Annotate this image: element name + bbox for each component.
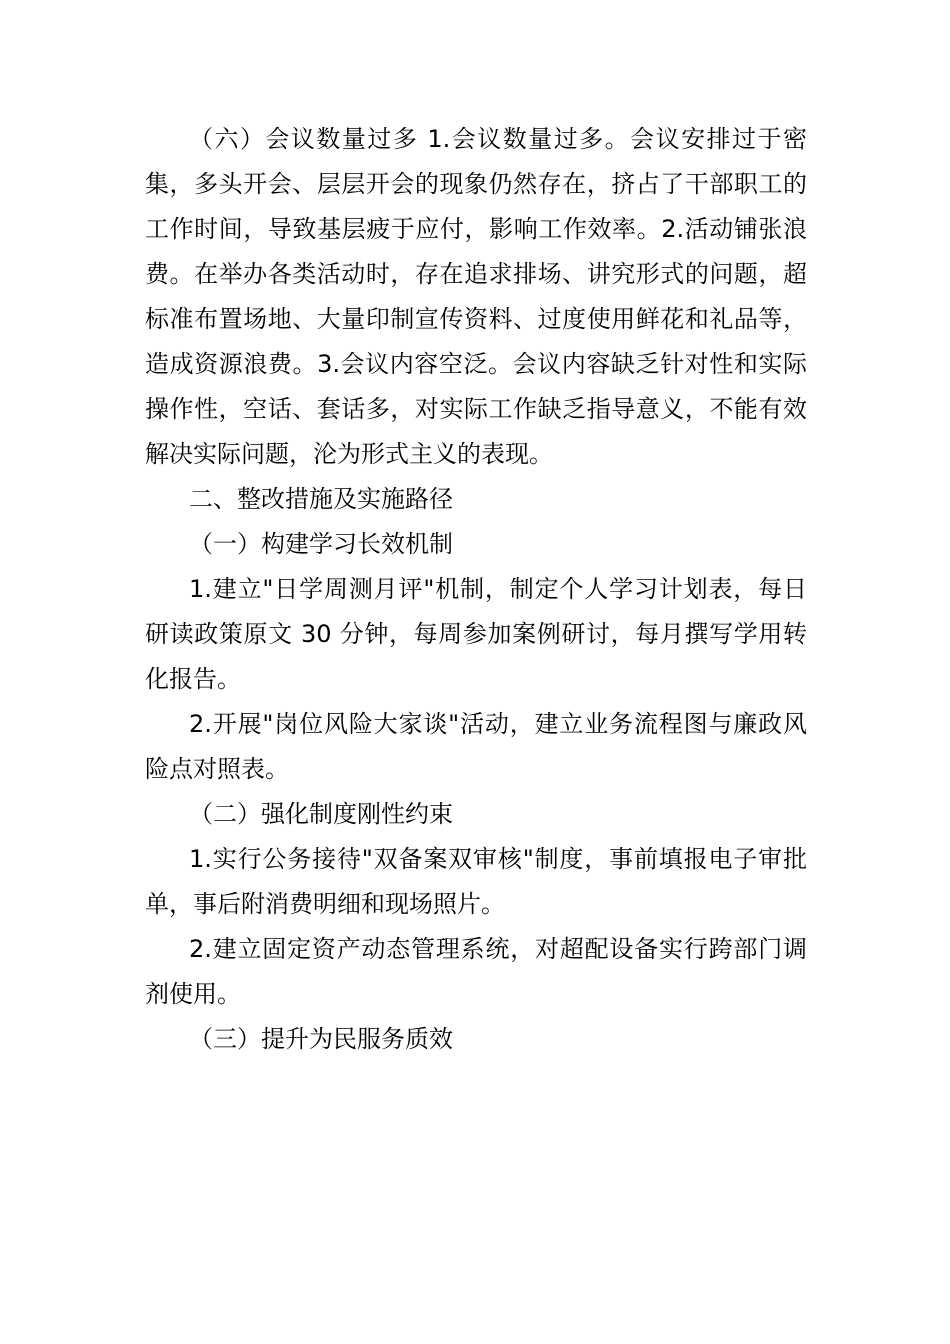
paragraph-system-item-1: 1.实行公务接待"双备案双审核"制度，事前填报电子审批单，事后附消费明细和现场照片。 (145, 845, 807, 918)
paragraph-meeting-issues: （六）会议数量过多 1.会议数量过多。会议安排过于密集，多头开会、层层开会的现象仍然存在，挤占了干部职工的工作时间，导致基层疲于应付，影响工作效率。2.活动铺张浪费。在举办各类活动时，存在追求排场、讲究形式的问题，超标准布置场地、大量印制宣传资料、过度使用鲜花和礼品等，造成资源浪费。3.会议内容空泛。会议内容缺乏针对性和实际操作性，空话、套话多，对实际工作缺乏指导意义，不能有效解决实际问题，沦为形式主义的表现。 (145, 125, 807, 468)
paragraph-learning-item-1: 1.建立"日学周测月评"机制，制定个人学习计划表，每日研读政策原文 30 分钟，每周参加案例研讨，每月撰写学用转化报告。 (145, 575, 807, 693)
section-heading-rectification: 二、整改措施及实施路径 (189, 485, 453, 513)
document-page (145, 117, 807, 1062)
subheading-system-constraints: （二）强化制度刚性约束 (189, 800, 453, 828)
subheading-learning-mechanism: （一）构建学习长效机制 (189, 530, 453, 558)
paragraph-system-item-2: 2.建立固定资产动态管理系统，对超配设备实行跨部门调剂使用。 (145, 935, 807, 1008)
paragraph-learning-item-2: 2.开展"岗位风险大家谈"活动，建立业务流程图与廉政风险点对照表。 (145, 710, 807, 783)
subheading-public-service: （三）提升为民服务质效 (189, 1025, 453, 1053)
